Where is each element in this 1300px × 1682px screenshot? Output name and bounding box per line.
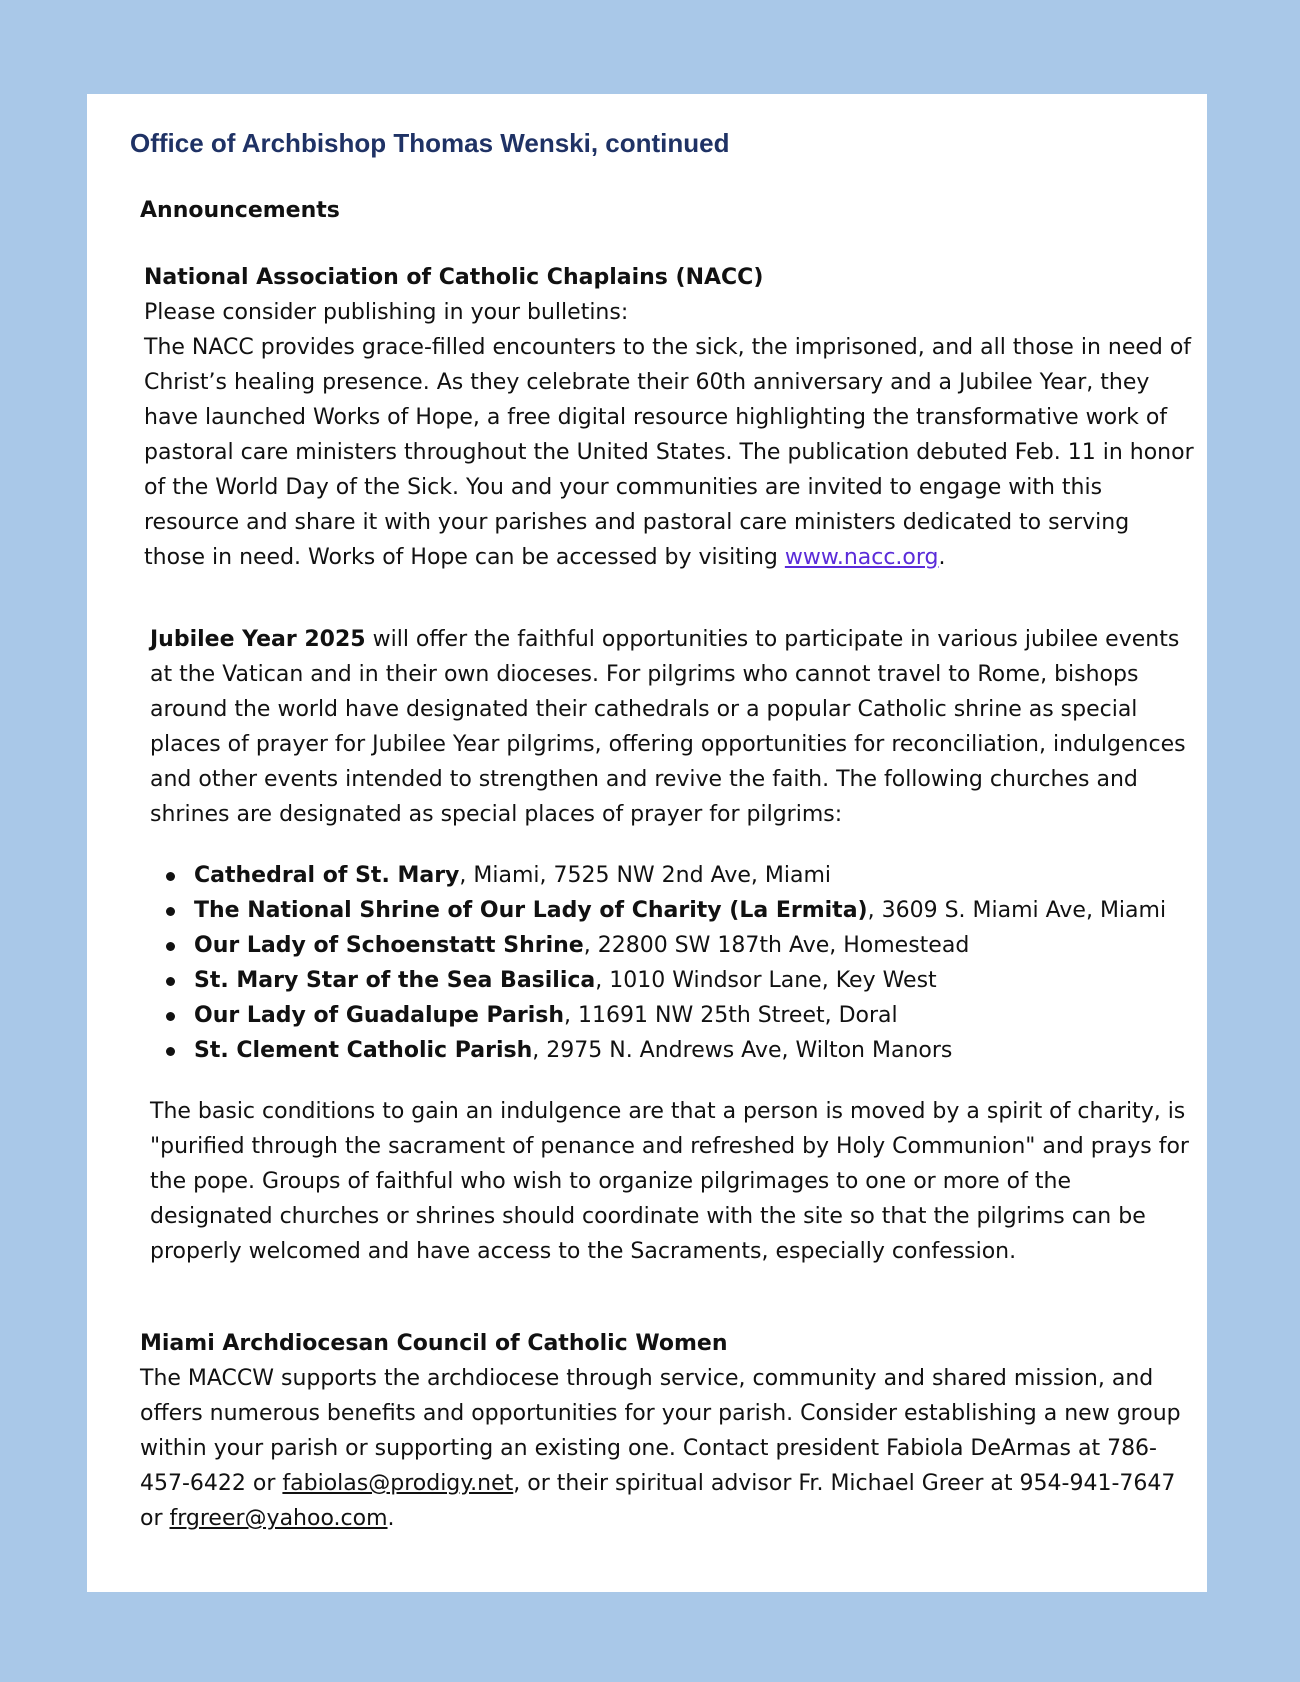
pilgrim-site-item	[150, 928, 1200, 963]
bullet-icon	[166, 1047, 175, 1056]
bullet-icon	[166, 942, 175, 951]
site-name: The National Shrine of Our Lady of Charity (La Ermita)	[194, 898, 868, 923]
site-name: Our Lady of Guadalupe Parish	[194, 1003, 565, 1028]
maccw-body: The MACCW supports the archdiocese through service, community and shared mission, and offers numerous benefits and opportunities for your parish. Consider establishing a new group within your parish or supporting an existing one. Contact president Fabiola DeArmas at 786-457-6422 or	[140, 1366, 1181, 1496]
maccw-title: Miami Archdiocesan Council of Catholic Women	[140, 1331, 728, 1356]
nacc-body-paragraph	[144, 330, 1194, 575]
pilgrim-site-item	[150, 963, 1200, 998]
site-address: , 2975 N. Andrews Ave, Wilton Manors	[532, 1038, 953, 1063]
jubilee-title: Jubilee Year 2025	[150, 627, 366, 652]
pilgrim-site-item	[150, 998, 1200, 1033]
greer-email-link[interactable]: frgreer@yahoo.com	[169, 1506, 388, 1531]
pilgrim-site-item	[150, 1033, 1200, 1068]
site-name: Our Lady of Schoenstatt Shrine	[194, 933, 584, 958]
pilgrim-sites-list	[150, 858, 1200, 1068]
maccw-announcement	[140, 1326, 1200, 1536]
nacc-website-link[interactable]: www.nacc.org	[784, 545, 939, 570]
site-address: , 11691 NW 25th Street, Doral	[564, 1003, 898, 1028]
nacc-title: National Association of Catholic Chaplains (NACC)	[144, 265, 764, 290]
nacc-intro: Please consider publishing in your bulletins:	[144, 300, 629, 325]
jubilee-body: will offer the faithful opportunities to participate in various jubilee events at the Vatican and in their own dioceses. For pilgrims who cannot travel to Rome, bishops around the world have designated their cathedrals or a popular Catholic shrine as special places of prayer for Jubilee Year pilgrims, offering opportunities for reconciliation, indulgences and other events intended to strengthen and revive the faith. The following churches and shrines are designated as special places of prayer for pilgrims:	[150, 627, 1186, 827]
site-name: St. Clement Catholic Parish	[194, 1038, 533, 1063]
fabiola-email-link[interactable]: fabiolas@prodigy.net	[282, 1471, 514, 1496]
site-name: St. Mary Star of the Sea Basilica	[194, 968, 596, 993]
site-address: , 22800 SW 187th Ave, Homestead	[583, 933, 970, 958]
site-address: , 1010 Windsor Lane, Key West	[595, 968, 937, 993]
pilgrim-site-item	[150, 858, 1200, 893]
site-name: Cathedral of St. Mary	[194, 863, 460, 888]
bullet-icon	[166, 872, 175, 881]
bullet-icon	[166, 1012, 175, 1021]
indulgence-paragraph	[150, 1094, 1190, 1269]
maccw-body-paragraph	[140, 1361, 1200, 1536]
page-title: Office of Archbishop Thomas Wenski, continued	[130, 128, 730, 158]
jubilee-paragraph	[150, 622, 1190, 832]
bullet-icon	[166, 907, 175, 916]
jubilee-announcement	[150, 622, 1190, 832]
nacc-period: .	[938, 545, 946, 570]
bullet-icon	[166, 977, 175, 986]
pilgrim-site-item	[150, 893, 1200, 928]
maccw-body-middle: , or their spiritual advisor Fr. Michael Greer at 954-941-7647 or	[140, 1471, 1176, 1531]
nacc-announcement	[144, 260, 1194, 575]
indulgence-text: The basic conditions to gain an indulgence are that a person is moved by a spirit of charity, is "purified through the sacrament of penance and refreshed by Holy Communion" and prays for the pope. Groups of faithful who wish to organize pilgrimages to one or more of the designated churches or shrines should coordinate with the site so that the pilgrims can be properly welcomed and have access to the Sacraments, especially confession.	[150, 1099, 1189, 1264]
nacc-body: The NACC provides grace-filled encounters to the sick, the imprisoned, and all those in need of Christ’s healing presence. As they celebrate their 60th anniversary and a Jubilee Year, they have launched Works of Hope, a free digital resource highlighting the transformative work of pastoral care ministers throughout the United States. The publication debuted Feb. 11 in honor of the World Day of the Sick. You and your communities are invited to engage with this resource and share it with your parishes and pastoral care ministers dedicated to serving those in need. Works of Hope can be accessed by visiting	[144, 335, 1194, 570]
bulletin-page	[87, 94, 1207, 1592]
maccw-period: .	[387, 1506, 395, 1531]
site-address: , 3609 S. Miami Ave, Miami	[867, 898, 1167, 923]
site-address: , Miami, 7525 NW 2nd Ave, Miami	[459, 863, 831, 888]
section-heading-announcements: Announcements	[140, 198, 340, 223]
